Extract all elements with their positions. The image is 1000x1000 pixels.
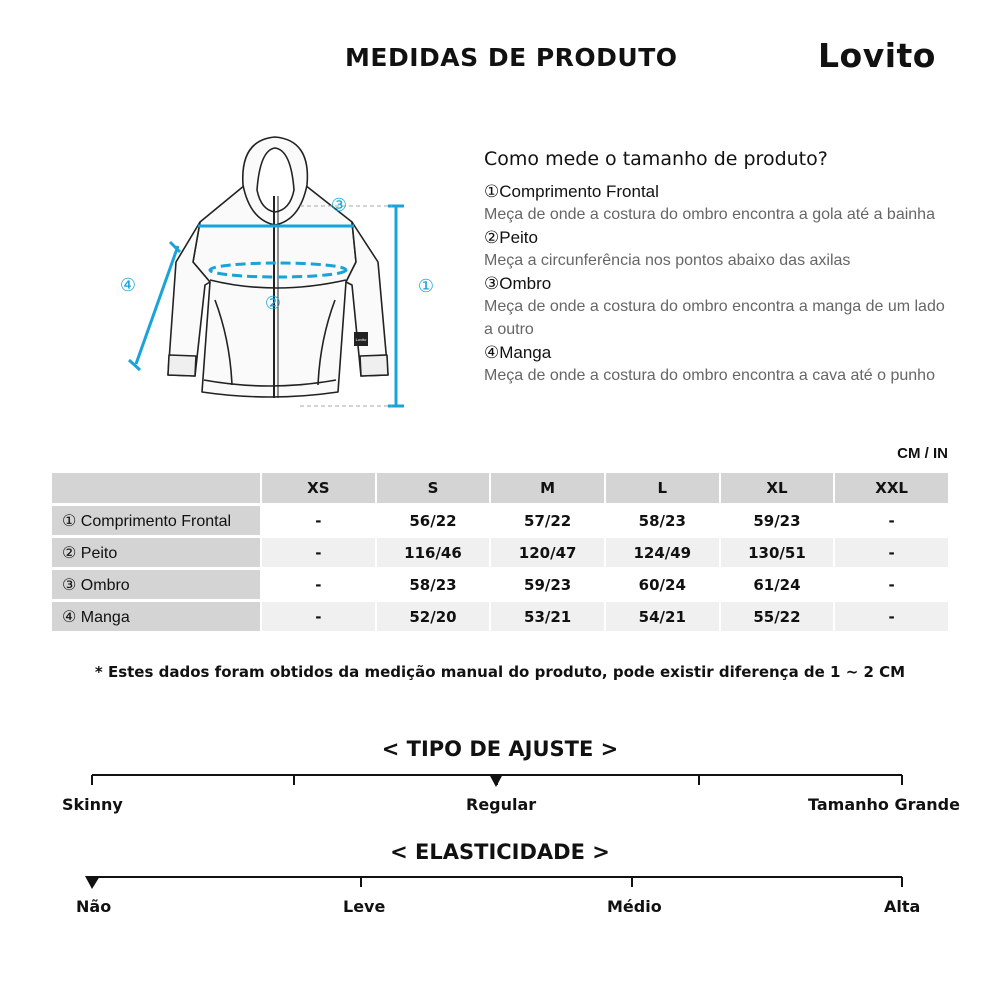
table-row bbox=[52, 602, 948, 631]
hoodie-measurement-diagram bbox=[110, 130, 450, 420]
guide-item-sleeve-head: ④Manga bbox=[484, 343, 552, 362]
table-cell: - bbox=[262, 538, 375, 567]
fit-scale-title: < TIPO DE AJUSTE > bbox=[381, 737, 619, 761]
table-header bbox=[52, 473, 260, 503]
table-header: XS bbox=[262, 473, 375, 503]
table-header: M bbox=[491, 473, 604, 503]
elasticity-scale-title: < ELASTICIDADE > bbox=[390, 840, 610, 864]
table-cell: 116/46 bbox=[377, 538, 490, 567]
row-label: ③ Ombro bbox=[52, 570, 260, 599]
table-header: XL bbox=[721, 473, 834, 503]
unit-label: CM / IN bbox=[897, 445, 948, 462]
row-label: ① Comprimento Frontal bbox=[52, 506, 260, 535]
table-cell: - bbox=[888, 575, 895, 594]
table-cell: 57/22 bbox=[524, 511, 572, 530]
table-cell: 59/23 bbox=[524, 575, 572, 594]
page-title: MEDIDAS DE PRODUTO bbox=[345, 43, 678, 72]
table-cell: 120/47 bbox=[491, 538, 604, 567]
table-cell: - bbox=[888, 511, 895, 530]
table-cell: - bbox=[835, 602, 948, 631]
table-cell: 56/22 bbox=[409, 511, 457, 530]
table-cell: 130/51 bbox=[721, 538, 834, 567]
measurement-note: * Estes dados foram obtidos da medição manual do produto, pode existir diferença de 1 ~ 2 CM bbox=[94, 663, 906, 681]
table-cell: 60/24 bbox=[638, 575, 686, 594]
table-cell: - bbox=[835, 538, 948, 567]
guide-item-chest-desc: Meça a circunferência nos pontos abaixo das axilas bbox=[484, 252, 851, 269]
guide-item-length-desc: Meça de onde a costura do ombro encontra a gola até a bainha bbox=[484, 206, 935, 223]
table-header: XXL bbox=[835, 473, 948, 503]
guide-item-length-head: ①Comprimento Frontal bbox=[484, 182, 659, 201]
elasticity-selected-marker-icon bbox=[85, 876, 100, 889]
table-header: S bbox=[377, 473, 490, 503]
elasticity-label-light: Leve bbox=[343, 897, 386, 916]
table-cell: 59/23 bbox=[753, 511, 801, 530]
table-cell: 61/24 bbox=[753, 575, 801, 594]
marker-sleeve: ④ bbox=[119, 275, 137, 296]
guide-list bbox=[484, 181, 954, 388]
brand-logo: Lovito bbox=[818, 36, 936, 75]
table-row bbox=[52, 570, 948, 599]
fit-label-regular: Regular bbox=[466, 795, 537, 814]
elasticity-label-none: Não bbox=[76, 897, 112, 916]
row-label: ② Peito bbox=[52, 538, 260, 567]
sleeve-tag-label: Lovito bbox=[355, 337, 367, 342]
table-cell: - bbox=[262, 602, 375, 631]
guide-title: Como mede o tamanho de produto? bbox=[484, 148, 828, 170]
table-cell: - bbox=[315, 511, 322, 530]
elasticity-scale-bar bbox=[0, 866, 1000, 896]
table-cell: 54/21 bbox=[606, 602, 719, 631]
guide-item-chest-head: ②Peito bbox=[484, 228, 538, 247]
marker-length: ① bbox=[417, 276, 435, 297]
table-cell: 55/22 bbox=[721, 602, 834, 631]
row-label: ④ Manga bbox=[52, 602, 260, 631]
elasticity-label-medium: Médio bbox=[607, 897, 662, 916]
marker-chest: ② bbox=[264, 293, 282, 314]
size-table bbox=[50, 470, 950, 634]
table-header-row bbox=[52, 473, 948, 503]
table-row bbox=[52, 538, 948, 567]
table-cell: 58/23 bbox=[638, 511, 686, 530]
table-cell: 52/20 bbox=[377, 602, 490, 631]
guide-item-shoulder-head: ③Ombro bbox=[484, 274, 552, 293]
fit-label-large: Tamanho Grande bbox=[808, 795, 960, 814]
marker-shoulder: ③ bbox=[330, 195, 348, 216]
guide-item-sleeve-desc: Meça de onde a costura do ombro encontra a cava até o punho bbox=[484, 367, 935, 384]
fit-scale-bar bbox=[0, 765, 1000, 795]
table-row bbox=[52, 506, 948, 535]
fit-selected-marker-icon bbox=[489, 774, 503, 787]
fit-label-skinny: Skinny bbox=[62, 795, 123, 814]
elasticity-label-high: Alta bbox=[884, 897, 921, 916]
table-cell: 53/21 bbox=[491, 602, 604, 631]
guide-item-shoulder-desc: Meça de onde a costura do ombro encontra a manga de um lado a outro bbox=[484, 298, 945, 338]
table-cell: 124/49 bbox=[606, 538, 719, 567]
table-cell: 58/23 bbox=[409, 575, 457, 594]
table-cell: - bbox=[315, 575, 322, 594]
table-header: L bbox=[606, 473, 719, 503]
